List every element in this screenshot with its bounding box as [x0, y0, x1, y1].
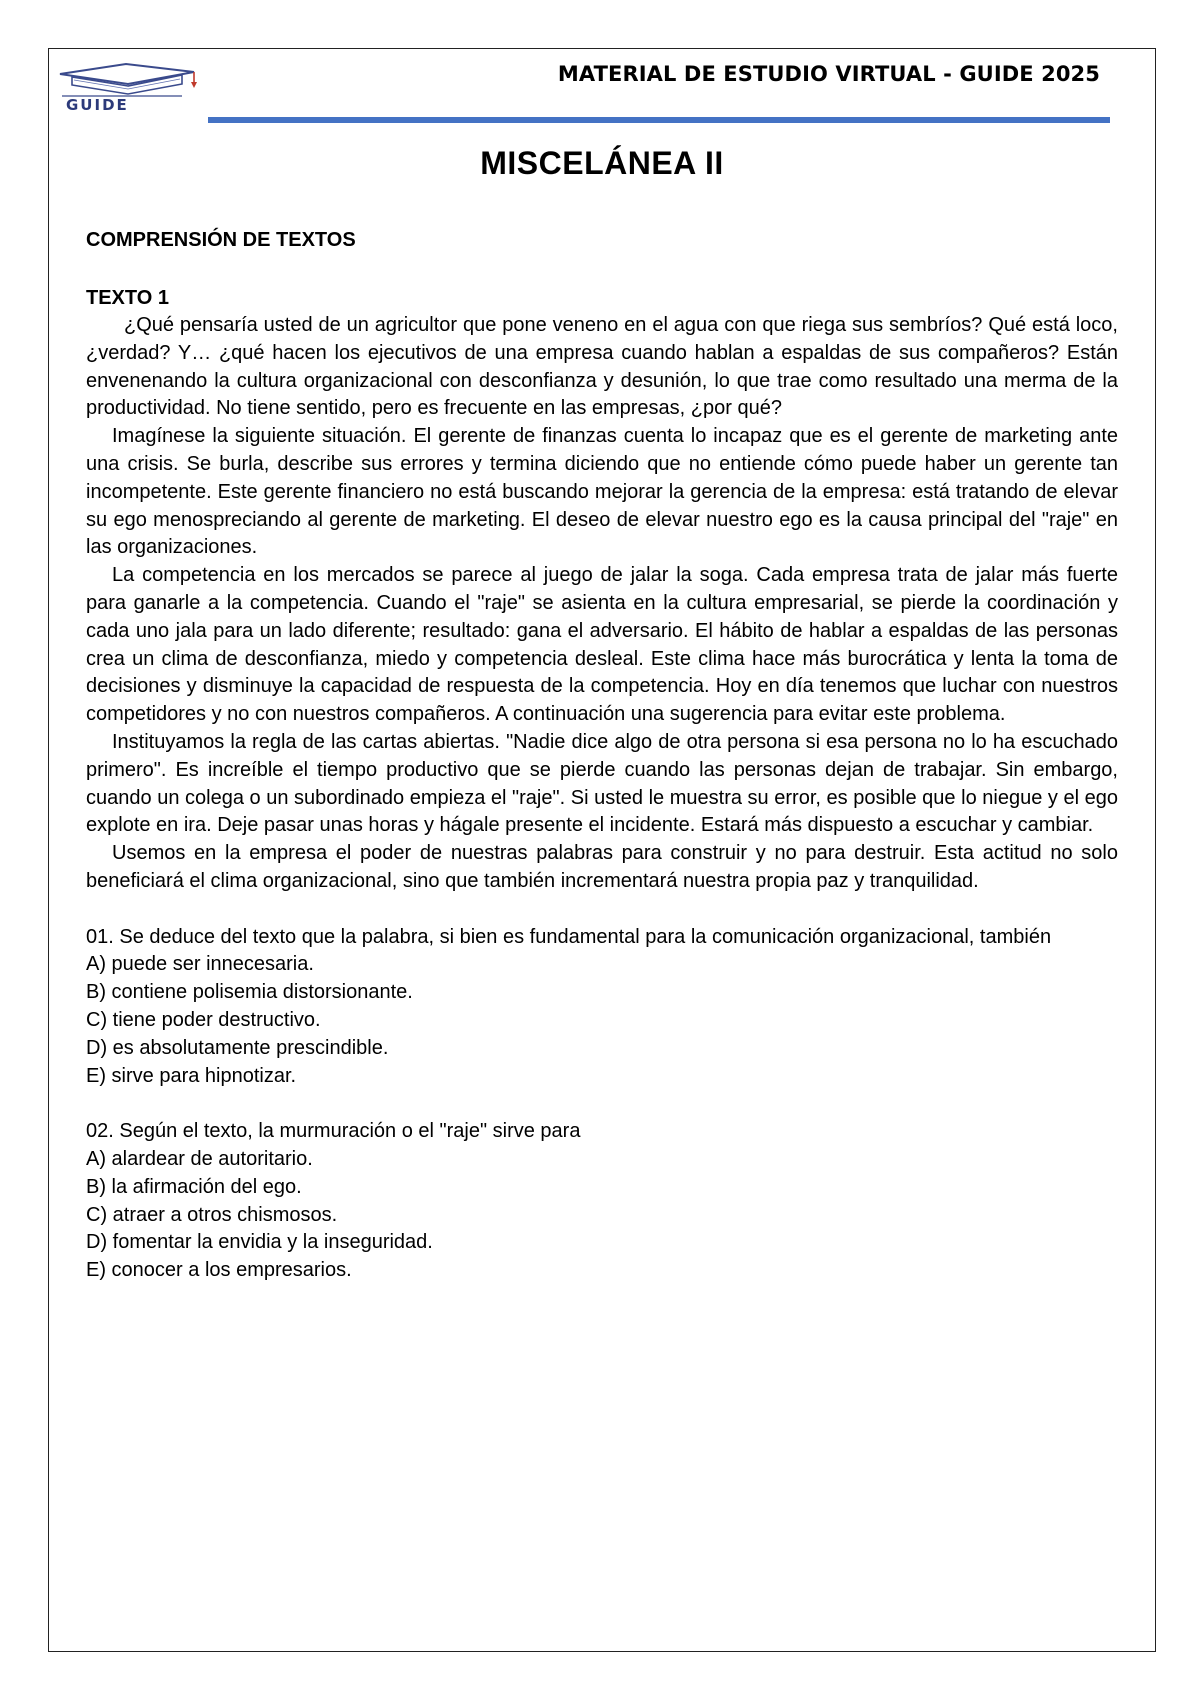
svg-text:GUIDE: GUIDE [66, 96, 129, 112]
header-title: MATERIAL DE ESTUDIO VIRTUAL - GUIDE 2025 [557, 62, 1100, 86]
question-option: D) es absolutamente prescindible. [86, 1036, 389, 1059]
question-1 [86, 924, 1118, 1091]
guide-logo [54, 60, 202, 112]
question-option: B) contiene polisemia distorsionante. [86, 981, 413, 1004]
section-heading: COMPRENSIÓN DE TEXTOS [86, 229, 356, 251]
document-title: MISCELÁNEA II [480, 145, 724, 181]
paragraph-4: Instituyamos la regla de las cartas abiertas. "Nadie dice algo de otra persona si esa persona no lo ha escuchado primero". Es increíble el tiempo productivo que se pierde cuando las personas dejan de trabajar. Sin embargo, cuando un colega o un subordinado empieza el "raje". Si usted le muestra su error, es posible que lo niegue y el ego explote en ira. Deje pasar unas horas y hágale presente el incidente. Estará más dispuesto a escuchar y cambiar. [86, 730, 1118, 837]
header-divider [208, 117, 1110, 123]
paragraph-1: ¿Qué pensaría usted de un agricultor que pone veneno en el agua con que riega sus sembríos? Qué está loco, ¿verdad? Y… ¿qué hacen los ejecutivos de una empresa cuando hablan a espaldas de sus compañeros? Están envenenando la cultura organizacional con desconfianza y desunión, lo que trae como resultado una merma de la productividad. No tiene sentido, pero es frecuente en las empresas, ¿por qué? [86, 314, 1118, 420]
question-2 [86, 1118, 1118, 1285]
question-option: C) atraer a otros chismosos. [86, 1203, 338, 1226]
spacer [86, 1090, 1118, 1118]
question-option: C) tiene poder destructivo. [86, 1008, 321, 1031]
graduation-cap-icon [54, 60, 202, 112]
paragraph-5: Usemos en la empresa el poder de nuestras palabras para construir y no para destruir. Esta actitud no solo beneficiará el clima organizacional, sino que también incrementará nuestra propia paz y tranquilidad. [86, 842, 1118, 892]
question-option: B) la afirmación del ego. [86, 1175, 302, 1198]
paragraph-2: Imagínese la siguiente situación. El gerente de finanzas cuenta lo incapaz que es el gerente de marketing ante una crisis. Se burla, describe sus errores y termina diciendo que no entiende cómo puede haber un gerente tan incompetente. Este gerente financiero no está buscando mejorar la gerencia de la empresa: está tratando de elevar su ego menospreciando al gerente de marketing. El deseo de elevar nuestro ego es la causa principal del "raje" en las organizaciones. [86, 425, 1118, 559]
spacer [86, 896, 1118, 924]
question-option: E) sirve para hipnotizar. [86, 1064, 297, 1087]
question-stem: 01. Se deduce del texto que la palabra, si bien es fundamental para la comunicación organizacional, también [86, 925, 1052, 948]
paragraph-3: La competencia en los mercados se parece al juego de jalar la soga. Cada empresa trata de jalar más fuerte para ganarle a la competencia. Cuando el "raje" se asienta en la cultura empresarial, se pierde la coordinación y cada uno jala para un lado diferente; resultado: gana el adversario. El hábito de hablar a espaldas de las personas crea un clima de desconfianza, miedo y competencia desleal. Este clima hace más burocrática y lenta la toma de decisiones y disminuye la capacidad de respuesta de la competencia. Hoy en día tenemos que luchar con nuestros competidores y no con nuestros compañeros. A continuación una sugerencia para evitar este problema. [86, 564, 1118, 726]
reading-content [86, 312, 1118, 1285]
question-option: D) fomentar la envidia y la inseguridad. [86, 1231, 433, 1254]
question-option: A) alardear de autoritario. [86, 1147, 313, 1170]
question-option: E) conocer a los empresarios. [86, 1259, 352, 1282]
question-stem: 02. Según el texto, la murmuración o el "raje" sirve para [86, 1120, 581, 1143]
question-option: A) puede ser innecesaria. [86, 953, 314, 976]
text-heading: TEXTO 1 [86, 287, 169, 309]
